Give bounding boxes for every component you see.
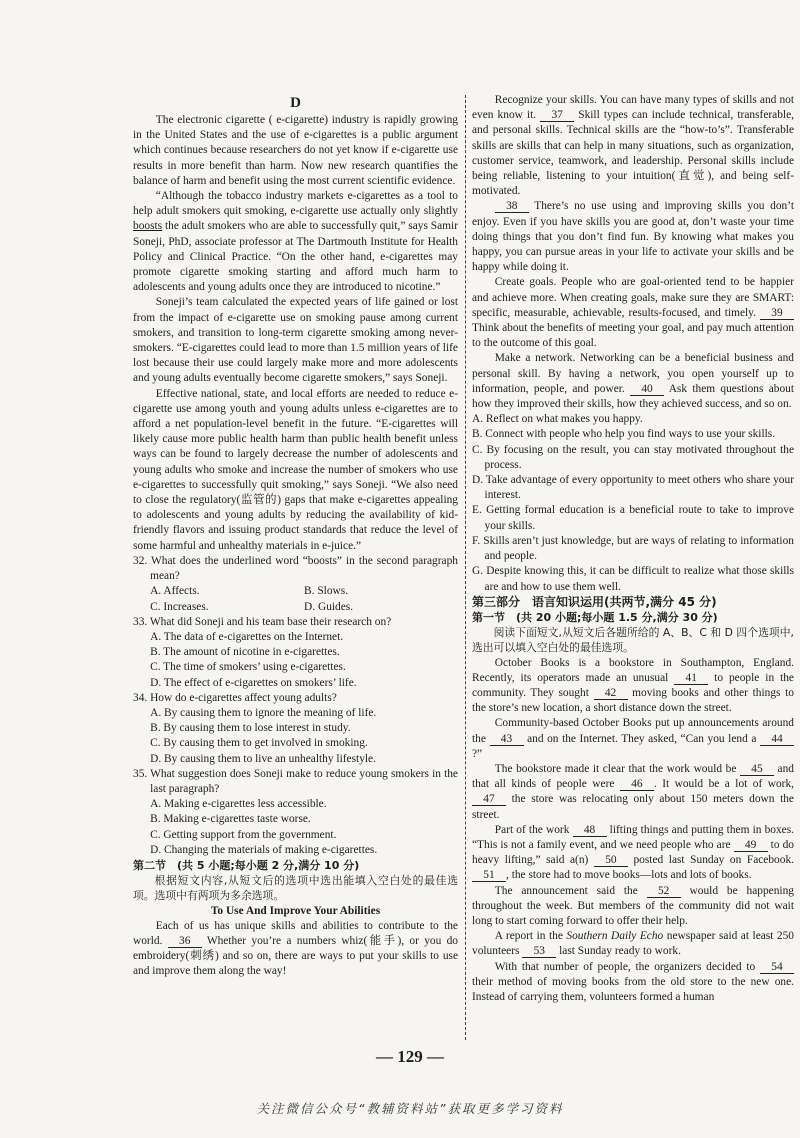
blank-47: 47: [472, 793, 506, 806]
option-35b: B. Making e-cigarettes taste worse.: [150, 813, 311, 826]
blank-38: 38: [495, 200, 529, 213]
blank-46: 46: [620, 778, 654, 791]
blank-48: 48: [573, 824, 607, 837]
blank-42: 42: [594, 687, 628, 700]
blank-49: 49: [734, 839, 768, 852]
blank-54: 54: [760, 961, 794, 974]
left-column: [133, 93, 458, 980]
right-paragraph-2: 38 There’s no use using and improving skills you don’t enjoy. Even if you have skills you are good at, don’t waste your time doing things that you don’t find fun. By knowing what makes you happy, you can pursue areas in your life to activate your skills and be happy while doing it.: [472, 200, 794, 274]
option-32c: C. Increases.: [150, 600, 209, 613]
underlined-word-boosts: boosts: [133, 220, 163, 233]
option-34b: B. By causing them to lose interest in study.: [150, 722, 351, 735]
footer-note: 关注微信公众号“教辅资料站”获取更多学习资料: [256, 1101, 564, 1116]
cloze-paragraph-6: A report in the Southern Daily Echo newspaper said at least 250 volunteers 53 last Sunday ready to work.: [472, 930, 794, 958]
question-33: 33. What did Soneji and his team base their research on?: [133, 615, 392, 628]
question-34: 34. How do e-cigarettes affect young adults?: [133, 691, 337, 704]
option-e: E. Getting formal education is a beneficial route to take to improve your skills.: [472, 504, 794, 532]
passage-intro: Each of us has unique skills and abilities to contribute to the world. 36 Whether you’re a numbers whiz(能手), or you do embroidery(刺绣) and so on, there are ways to put your skills to use and improve them along the way!: [133, 919, 458, 978]
question-32-options-row1: [133, 584, 458, 599]
option-g: G. Despite knowing this, it can be difficult to realize what those skills are and how to use them well.: [472, 565, 794, 593]
question-35: 35. What suggestion does Soneji make to reduce young smokers in the last paragraph?: [133, 767, 458, 795]
option-33c: C. The time of smokers’ using e-cigarettes.: [150, 661, 346, 674]
question-32-options-row2: [133, 600, 458, 615]
option-32d: D. Guides.: [304, 600, 354, 613]
option-b: B. Connect with people who help you find ways to use your skills.: [472, 428, 776, 441]
section-2-instructions: 根据短文内容,从短文后的选项中选出能填入空白处的最佳选项。选项中有两项为多余选项。: [133, 874, 458, 903]
blank-43: 43: [490, 733, 524, 746]
cloze-paragraph-5: The announcement said the 52 would be happening throughout the week. But members of the community did not wait long to start coming forward to offer their help.: [472, 884, 794, 927]
cloze-paragraph-1: October Books is a bookstore in Southampton, England. Recently, its operators made an unusual 41 to people in the community. They sought 42 moving books and other things to the store’s new location, a short distance down the street.: [472, 656, 794, 715]
blank-52: 52: [647, 885, 681, 898]
passage-title: To Use And Improve Your Abilities: [210, 904, 381, 917]
page-number: — 129 —: [376, 1047, 444, 1066]
right-paragraph-4: Make a network. Networking can be a beneficial business and personal skill. By having a network, you open yourself up to information, people, and power. 40 Ask them questions about how they improved their skills, how they achieved success, and so on.: [472, 352, 794, 411]
option-33b: B. The amount of nicotine in e-cigarettes.: [150, 646, 340, 659]
section-1-heading: 第一节 (共 20 小题;每小题 1.5 分,满分 30 分): [472, 610, 718, 624]
section-1-instructions: 阅读下面短文,从短文后各题所给的 A、B、C 和 D 四个选项中,选出可以填入空白处的最佳选项。: [472, 626, 794, 655]
blank-37: 37: [540, 109, 574, 122]
paragraph-2: “Although the tobacco industry markets e-cigarettes as a tool to help adult smokers quit smoking, e-cigarette use actually only slightly boosts the adult smokers who are able to successfully quit,” says Samir Soneji, PhD, associate professor at The Dartmouth Institute for Health Policy and Clinical Practice. “On the other hand, e-cigarettes may promote cigarette smoking starting and afford much harm to adolescents and young adults once they are introduced to nicotine.”: [133, 190, 458, 294]
section-2-heading: 第二节 (共 5 小题;每小题 2 分,满分 10 分): [133, 858, 360, 872]
blank-51: 51: [472, 869, 506, 882]
option-f: F. Skills aren’t just knowledge, but are ways of relating to information and people.: [472, 534, 794, 563]
blank-41: 41: [674, 672, 708, 685]
blank-53: 53: [522, 945, 556, 958]
right-paragraph-3: Create goals. People who are goal-oriented tend to be happier and achieve more. When creating goals, make sure they are SMART: specific, measurable, achievable, results-focused, and timely. 39 Think about the benefits of meeting your goal, and pay much attention to the outcome of this goal.: [472, 276, 794, 350]
blank-50: 50: [594, 854, 628, 867]
option-d: D. Take advantage of every opportunity to meet others who share your interest.: [472, 474, 794, 502]
cloze-paragraph-2: Community-based October Books put up announcements around the 43 and on the Internet. They asked, “Can you lend a 44?”: [472, 717, 794, 760]
blank-36: 36: [168, 935, 202, 948]
cloze-paragraph-7: With that number of people, the organizers decided to 54 their method of moving books from the old store to the new one. Instead of carrying them, volunteers formed a human: [472, 960, 794, 1003]
option-33a: A. The data of e-cigarettes on the Internet.: [150, 630, 344, 643]
blank-39: 39: [760, 307, 794, 320]
blank-45: 45: [740, 763, 774, 776]
option-35d: D. Changing the materials of making e-cigarettes.: [150, 843, 378, 856]
newspaper-name: Southern Daily Echo: [566, 930, 664, 943]
blank-40: 40: [630, 383, 664, 396]
option-a: A. Reflect on what makes you happy.: [472, 413, 643, 426]
part-3-heading: 第三部分 语言知识运用(共两节,满分 45 分): [472, 594, 717, 609]
paragraph-4: Effective national, state, and local efforts are needed to reduce e-cigarette use among youth and young adults unless e-cigarettes are to afford a net population-level benefit in the future. “E-cigarettes will likely cause more public health harm than public health benefit unless ways can be found to largely decrease the number of adolescents and young adults who smoke and increase the number of smokers who use e-cigarettes to successfully quit smoking,” says Soneji. “We also need to close the regulatory(监管的) gaps that make e-cigarettes appealing to adolescents and young adults by reducing the availability of kid-friendly flavors and issuing product standards that reduce the level of some harmful and unhealthy materials in e-juice.”: [133, 387, 458, 552]
paragraph-3: Soneji’s team calculated the expected years of life gained or lost from the impact of e-cigarette use on smoking pause among current smokers, and transition to long-term cigarette smoking among never-smokers. “E-cigarettes could lead to more than 1.5 million years of life lost because their use could largely make more and more adolescents and young adults eventually become cigarette smokers,” says Soneji.: [133, 296, 458, 385]
option-35c: C. Getting support from the government.: [150, 828, 337, 841]
option-c: C. By focusing on the result, you can stay motivated throughout the process.: [472, 443, 794, 471]
option-34d: D. By causing them to live an unhealthy lifestyle.: [150, 752, 376, 765]
passage-d-title: D: [290, 95, 301, 111]
blank-44: 44: [760, 733, 794, 746]
question-32: 32. What does the underlined word “boosts” in the second paragraph mean?: [133, 554, 458, 583]
option-34c: C. By causing them to get involved in smoking.: [150, 737, 368, 750]
cloze-paragraph-4: Part of the work 48 lifting things and putting them in boxes. “This is not a family event, and we need people who are 49 to do heavy lifting,” said a(n) 50 posted last Sunday on Facebook. 51 , the store had to move books—lots and lots of books.: [472, 823, 794, 882]
option-34a: A. By causing them to ignore the meaning of life.: [150, 706, 377, 719]
cloze-paragraph-3: The bookstore made it clear that the work would be 45 and that all kinds of people were 46 . It would be a lot of work, 47 the store was relocating only about 150 meters down the street.: [472, 762, 794, 821]
column-divider: [465, 95, 466, 1040]
option-32a: A. Affects.: [150, 585, 200, 598]
option-35a: A. Making e-cigarettes less accessible.: [150, 798, 327, 811]
option-33d: D. The effect of e-cigarettes on smokers’ life.: [150, 676, 357, 689]
right-column: [472, 93, 794, 1005]
right-paragraph-1: Recognize your skills. You can have many types of skills and not even know it. 37 Skill types can include technical, transferable, and personal skills. Technical skills are the “how-to’s”. Transferable skills are skills that can help in many situations, such as organization, customer service, teamwork, and leadership. Personal skills include being reliable, listening to your intuition(直觉), and being self-motivated.: [472, 94, 794, 198]
paragraph-1: The electronic cigarette ( e-cigarette) industry is rapidly growing in the United States and the use of e-cigarettes is a public argument which continues because researchers do not yet know if e-cigarette use results in more benefit than harm. Now new research quantifies the balance of harm and benefit using the most current scientific evidence.: [133, 114, 458, 187]
option-32b: B. Slows.: [304, 585, 349, 598]
